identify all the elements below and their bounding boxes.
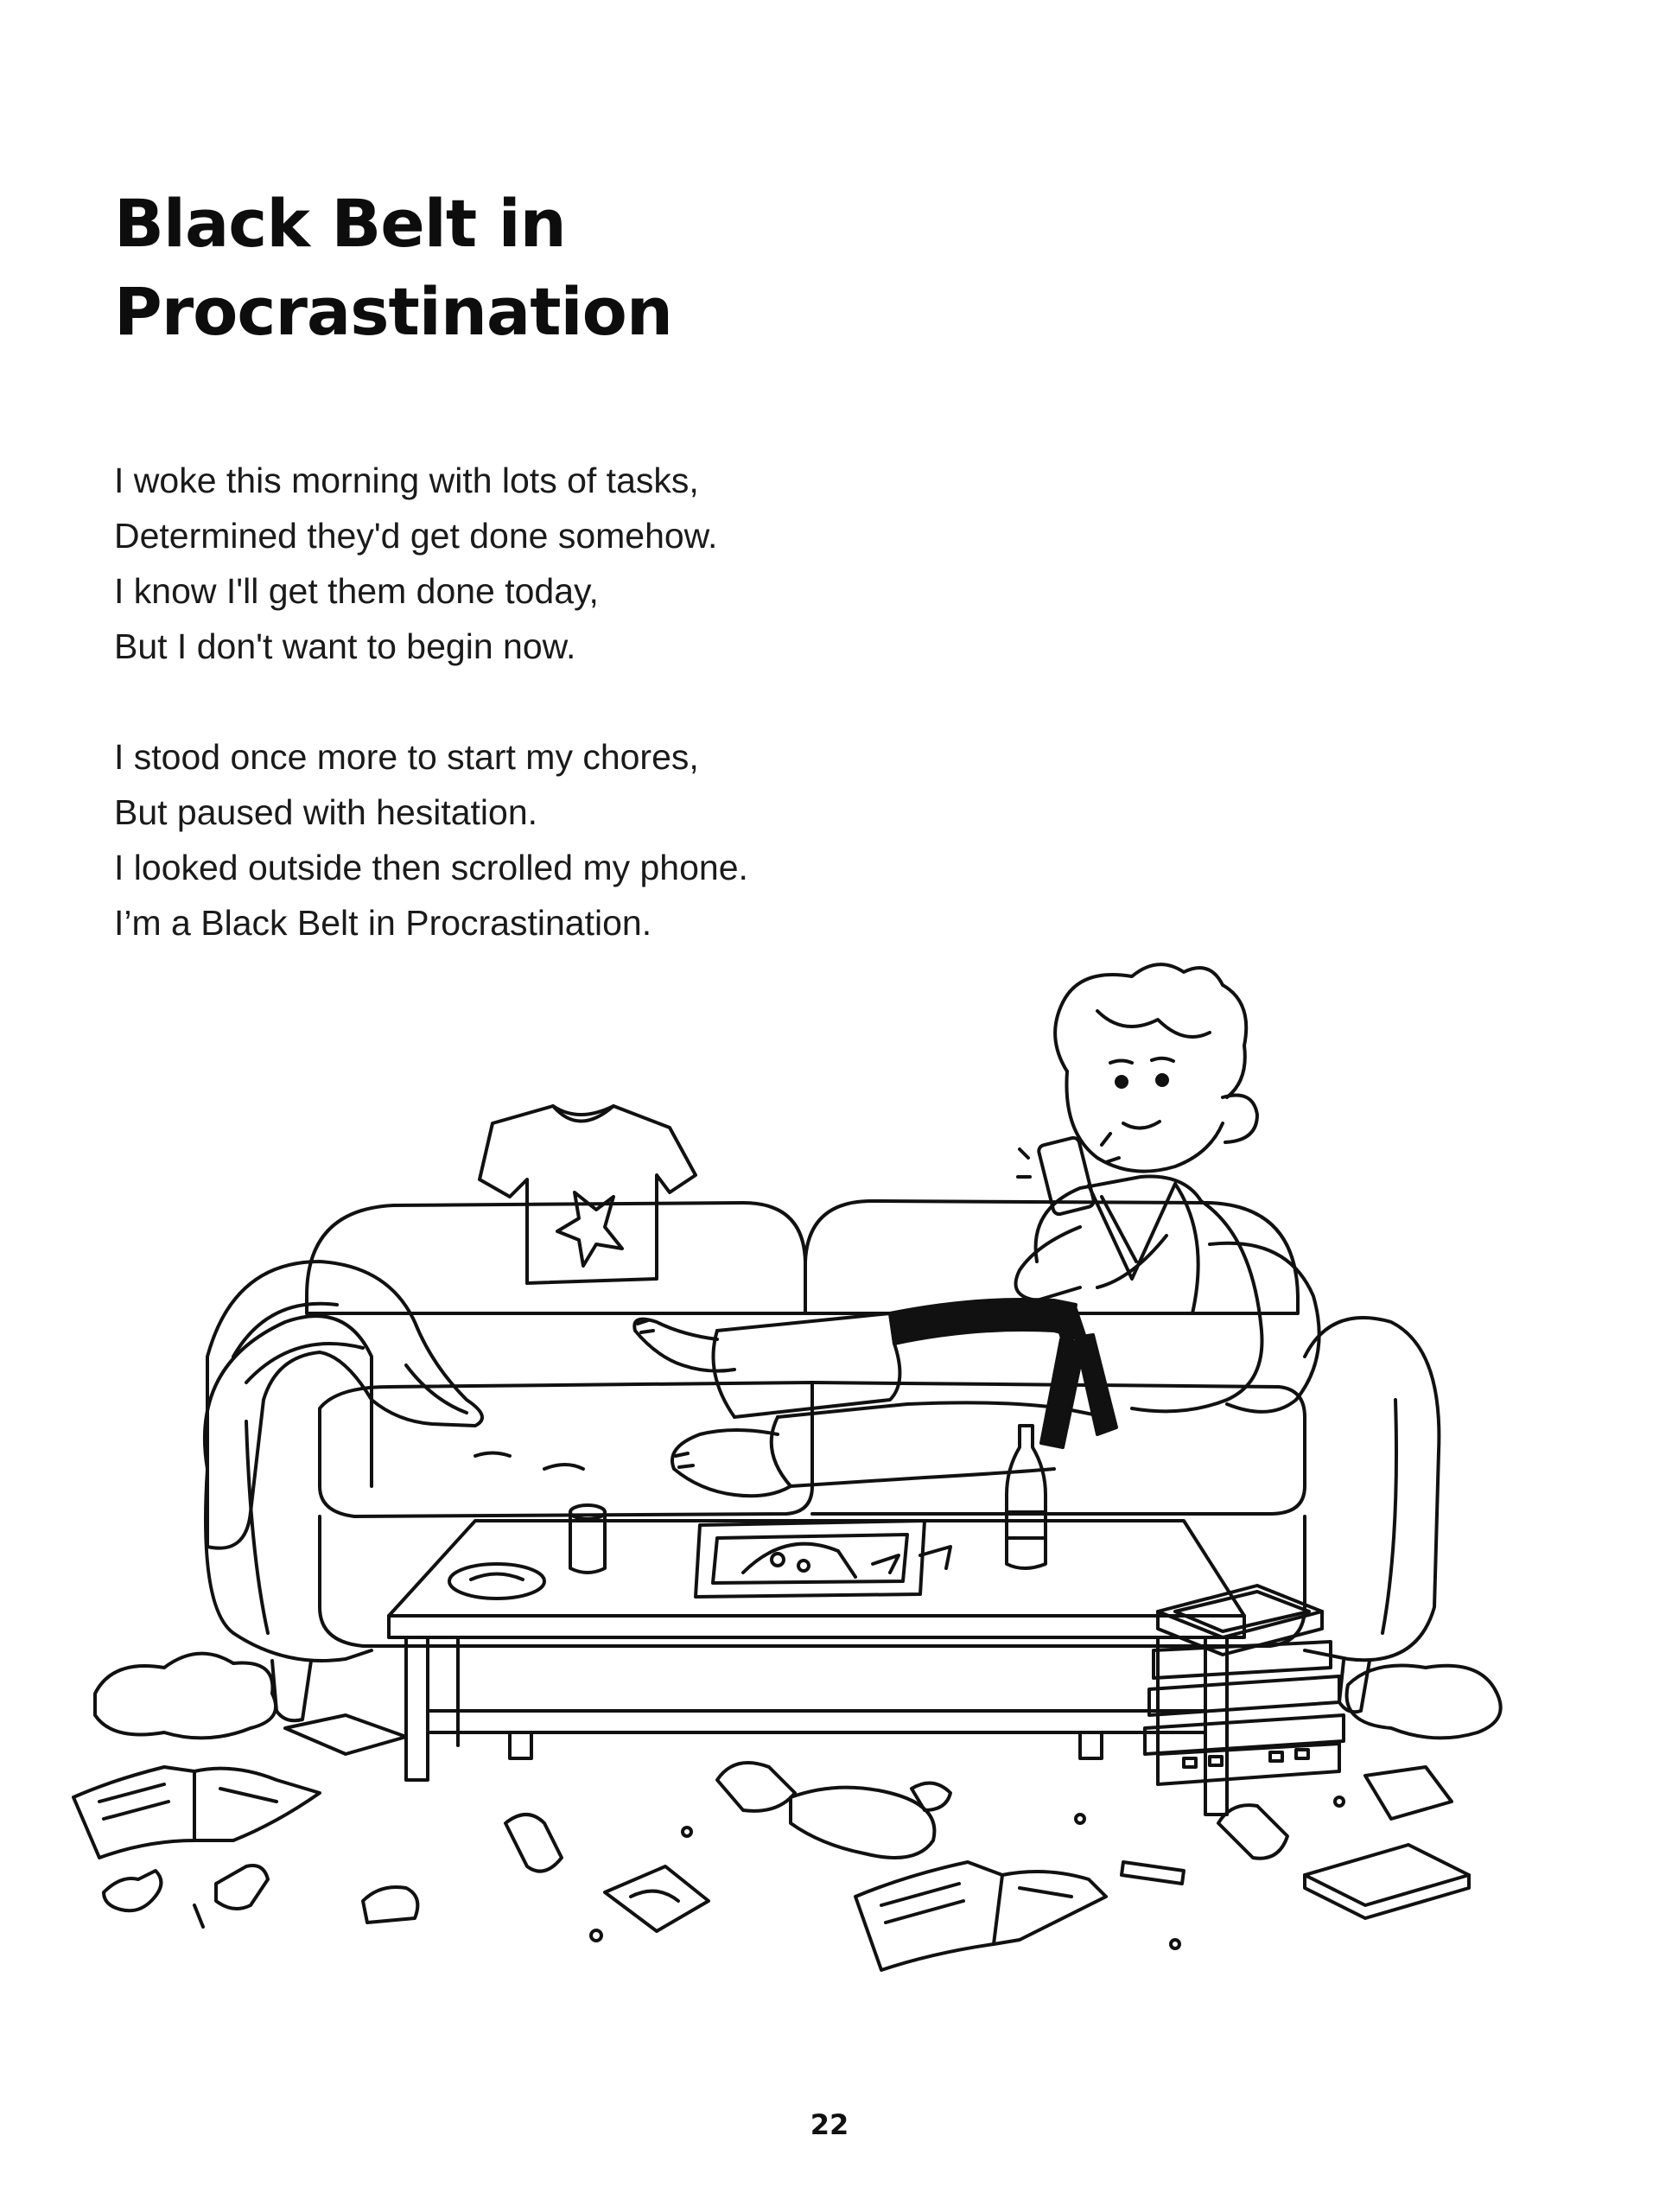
stanza-1 xyxy=(114,453,1065,674)
title-line-2: Procrastination xyxy=(114,273,672,350)
page-number: 22 xyxy=(810,2108,849,2141)
floor-mess xyxy=(73,1654,1501,1970)
poem-line: I woke this morning with lots of tasks, xyxy=(114,461,699,500)
page-title xyxy=(114,180,1065,356)
poem xyxy=(114,453,1065,1006)
boy xyxy=(634,964,1319,1496)
poem-line: I’m a Black Belt in Procrastination. xyxy=(114,903,652,943)
poem-line: I stood once more to start my chores, xyxy=(114,737,699,777)
poem-line: Determined they'd get done somehow. xyxy=(114,516,718,556)
poem-line: But I don't want to begin now. xyxy=(114,626,576,666)
t-shirt xyxy=(480,1106,696,1283)
blanket xyxy=(207,1262,482,1548)
stanza-2 xyxy=(114,729,1065,950)
title-line-1: Black Belt in xyxy=(114,185,566,262)
couch-scene-illustration xyxy=(60,950,1581,2039)
poem-line: I know I'll get them done today, xyxy=(114,571,599,611)
poem-line: I looked outside then scrolled my phone. xyxy=(114,848,748,887)
poem-line: But paused with hesitation. xyxy=(114,792,538,832)
